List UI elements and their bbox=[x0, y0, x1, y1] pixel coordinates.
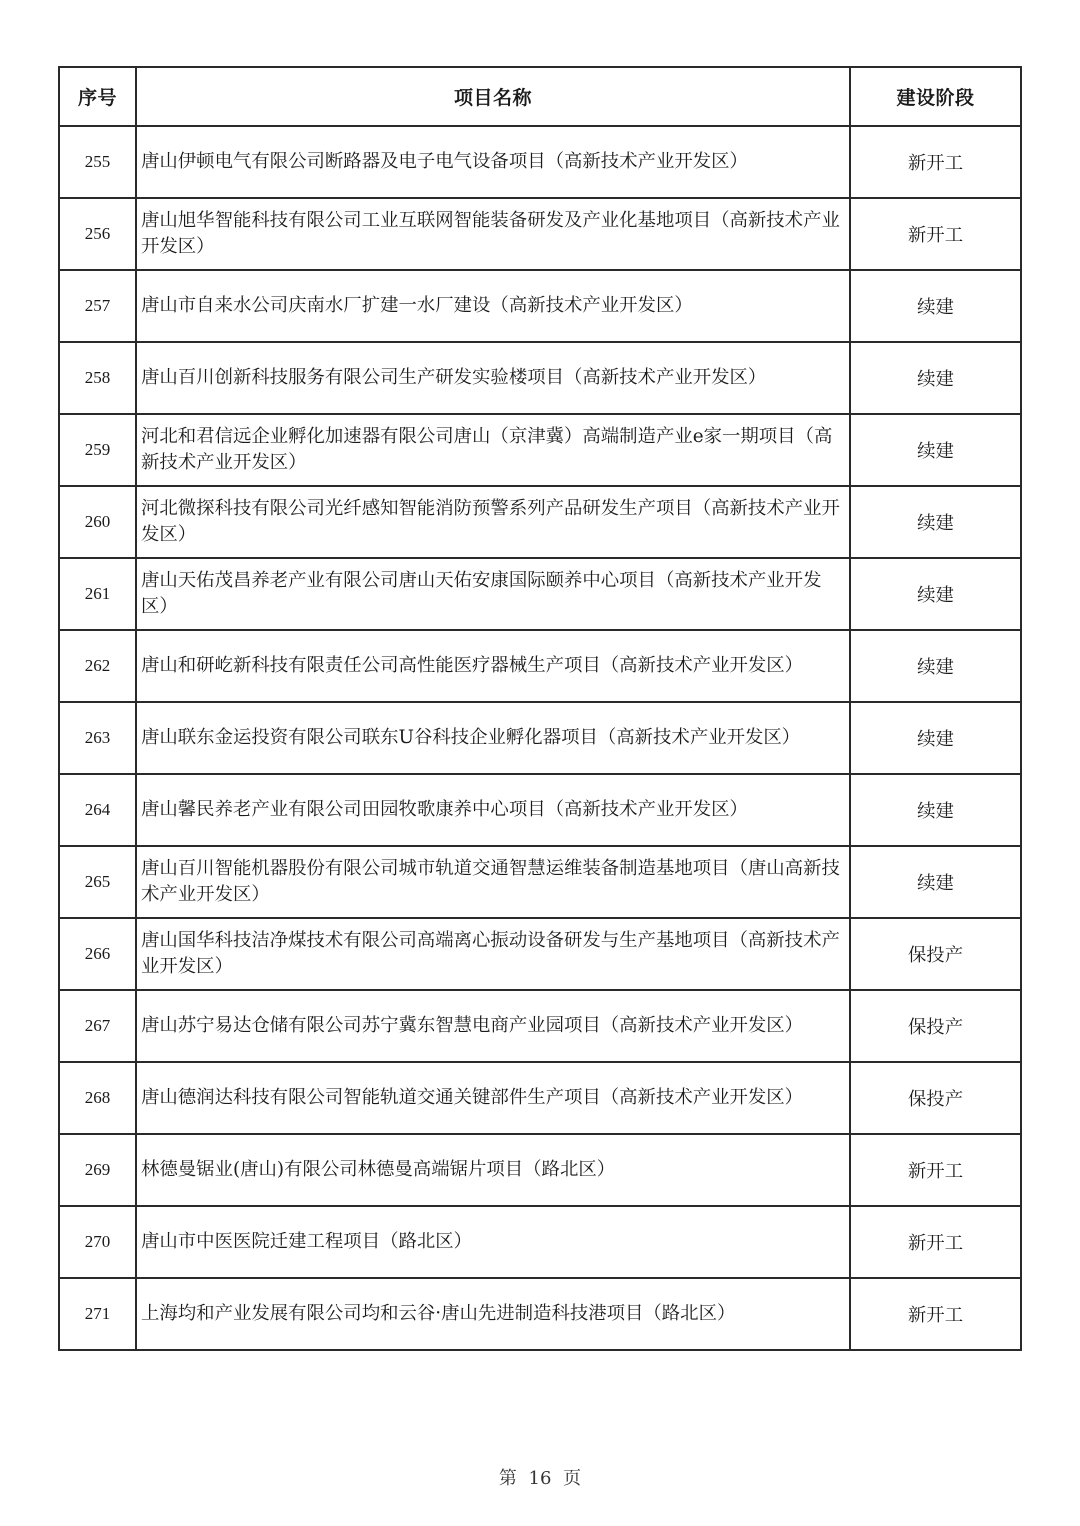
row-stage: 续建 bbox=[850, 630, 1021, 702]
table-row bbox=[59, 558, 1021, 630]
row-stage: 新开工 bbox=[850, 1134, 1021, 1206]
row-number: 271 bbox=[59, 1278, 136, 1350]
row-project-name: 唐山伊顿电气有限公司断路器及电子电气设备项目（高新技术产业开发区） bbox=[136, 126, 850, 198]
row-project-name: 上海均和产业发展有限公司均和云谷·唐山先进制造科技港项目（路北区） bbox=[136, 1278, 850, 1350]
row-stage: 新开工 bbox=[850, 1206, 1021, 1278]
row-number: 266 bbox=[59, 918, 136, 990]
row-stage: 保投产 bbox=[850, 918, 1021, 990]
row-stage: 续建 bbox=[850, 846, 1021, 918]
row-stage: 保投产 bbox=[850, 1062, 1021, 1134]
table-row bbox=[59, 414, 1021, 486]
row-project-name: 唐山德润达科技有限公司智能轨道交通关键部件生产项目（高新技术产业开发区） bbox=[136, 1062, 850, 1134]
row-number: 262 bbox=[59, 630, 136, 702]
table-row bbox=[59, 846, 1021, 918]
row-number: 263 bbox=[59, 702, 136, 774]
header-project-name: 项目名称 bbox=[136, 67, 850, 126]
row-number: 257 bbox=[59, 270, 136, 342]
row-stage: 续建 bbox=[850, 414, 1021, 486]
row-number: 256 bbox=[59, 198, 136, 270]
row-project-name: 唐山百川智能机器股份有限公司城市轨道交通智慧运维装备制造基地项目（唐山高新技术产业开发区） bbox=[136, 846, 850, 918]
row-number: 267 bbox=[59, 990, 136, 1062]
row-project-name: 唐山百川创新科技服务有限公司生产研发实验楼项目（高新技术产业开发区） bbox=[136, 342, 850, 414]
page-number: 第 16 页 bbox=[498, 1468, 582, 1489]
row-stage: 续建 bbox=[850, 774, 1021, 846]
row-number: 265 bbox=[59, 846, 136, 918]
row-stage: 新开工 bbox=[850, 198, 1021, 270]
row-number: 258 bbox=[59, 342, 136, 414]
table-row bbox=[59, 774, 1021, 846]
row-stage: 续建 bbox=[850, 702, 1021, 774]
row-stage: 新开工 bbox=[850, 1278, 1021, 1350]
row-stage: 保投产 bbox=[850, 990, 1021, 1062]
table-row bbox=[59, 1062, 1021, 1134]
row-stage: 新开工 bbox=[850, 126, 1021, 198]
row-stage: 续建 bbox=[850, 342, 1021, 414]
header-construction-stage: 建设阶段 bbox=[850, 67, 1021, 126]
row-stage: 续建 bbox=[850, 486, 1021, 558]
table-header-row bbox=[59, 67, 1021, 126]
row-number: 261 bbox=[59, 558, 136, 630]
row-number: 270 bbox=[59, 1206, 136, 1278]
row-stage: 续建 bbox=[850, 558, 1021, 630]
row-project-name: 唐山市自来水公司庆南水厂扩建一水厂建设（高新技术产业开发区） bbox=[136, 270, 850, 342]
table-row bbox=[59, 630, 1021, 702]
table-row bbox=[59, 702, 1021, 774]
row-number: 259 bbox=[59, 414, 136, 486]
table-row bbox=[59, 342, 1021, 414]
table-row bbox=[59, 1134, 1021, 1206]
row-project-name: 唐山和研屹新科技有限责任公司高性能医疗器械生产项目（高新技术产业开发区） bbox=[136, 630, 850, 702]
row-number: 264 bbox=[59, 774, 136, 846]
row-project-name: 唐山国华科技洁净煤技术有限公司高端离心振动设备研发与生产基地项目（高新技术产业开发区） bbox=[136, 918, 850, 990]
table-row bbox=[59, 198, 1021, 270]
row-project-name: 唐山馨民养老产业有限公司田园牧歌康养中心项目（高新技术产业开发区） bbox=[136, 774, 850, 846]
row-number: 269 bbox=[59, 1134, 136, 1206]
row-project-name: 林德曼锯业(唐山)有限公司林德曼高端锯片项目（路北区） bbox=[136, 1134, 850, 1206]
table-row bbox=[59, 990, 1021, 1062]
row-number: 268 bbox=[59, 1062, 136, 1134]
row-project-name: 唐山旭华智能科技有限公司工业互联网智能装备研发及产业化基地项目（高新技术产业开发区） bbox=[136, 198, 850, 270]
header-serial-number: 序号 bbox=[59, 67, 136, 126]
table-row bbox=[59, 918, 1021, 990]
project-table bbox=[58, 66, 1022, 1351]
row-stage: 续建 bbox=[850, 270, 1021, 342]
table-row bbox=[59, 1206, 1021, 1278]
row-project-name: 唐山联东金运投资有限公司联东U谷科技企业孵化器项目（高新技术产业开发区） bbox=[136, 702, 850, 774]
table-row bbox=[59, 1278, 1021, 1350]
row-project-name: 河北和君信远企业孵化加速器有限公司唐山（京津冀）高端制造产业e家一期项目（高新技术产业开发区） bbox=[136, 414, 850, 486]
row-project-name: 唐山苏宁易达仓储有限公司苏宁冀东智慧电商产业园项目（高新技术产业开发区） bbox=[136, 990, 850, 1062]
row-project-name: 唐山天佑茂昌养老产业有限公司唐山天佑安康国际颐养中心项目（高新技术产业开发区） bbox=[136, 558, 850, 630]
row-project-name: 河北微探科技有限公司光纤感知智能消防预警系列产品研发生产项目（高新技术产业开发区） bbox=[136, 486, 850, 558]
row-number: 260 bbox=[59, 486, 136, 558]
table-row bbox=[59, 270, 1021, 342]
table-row bbox=[59, 486, 1021, 558]
row-number: 255 bbox=[59, 126, 136, 198]
row-project-name: 唐山市中医医院迁建工程项目（路北区） bbox=[136, 1206, 850, 1278]
table-row bbox=[59, 126, 1021, 198]
